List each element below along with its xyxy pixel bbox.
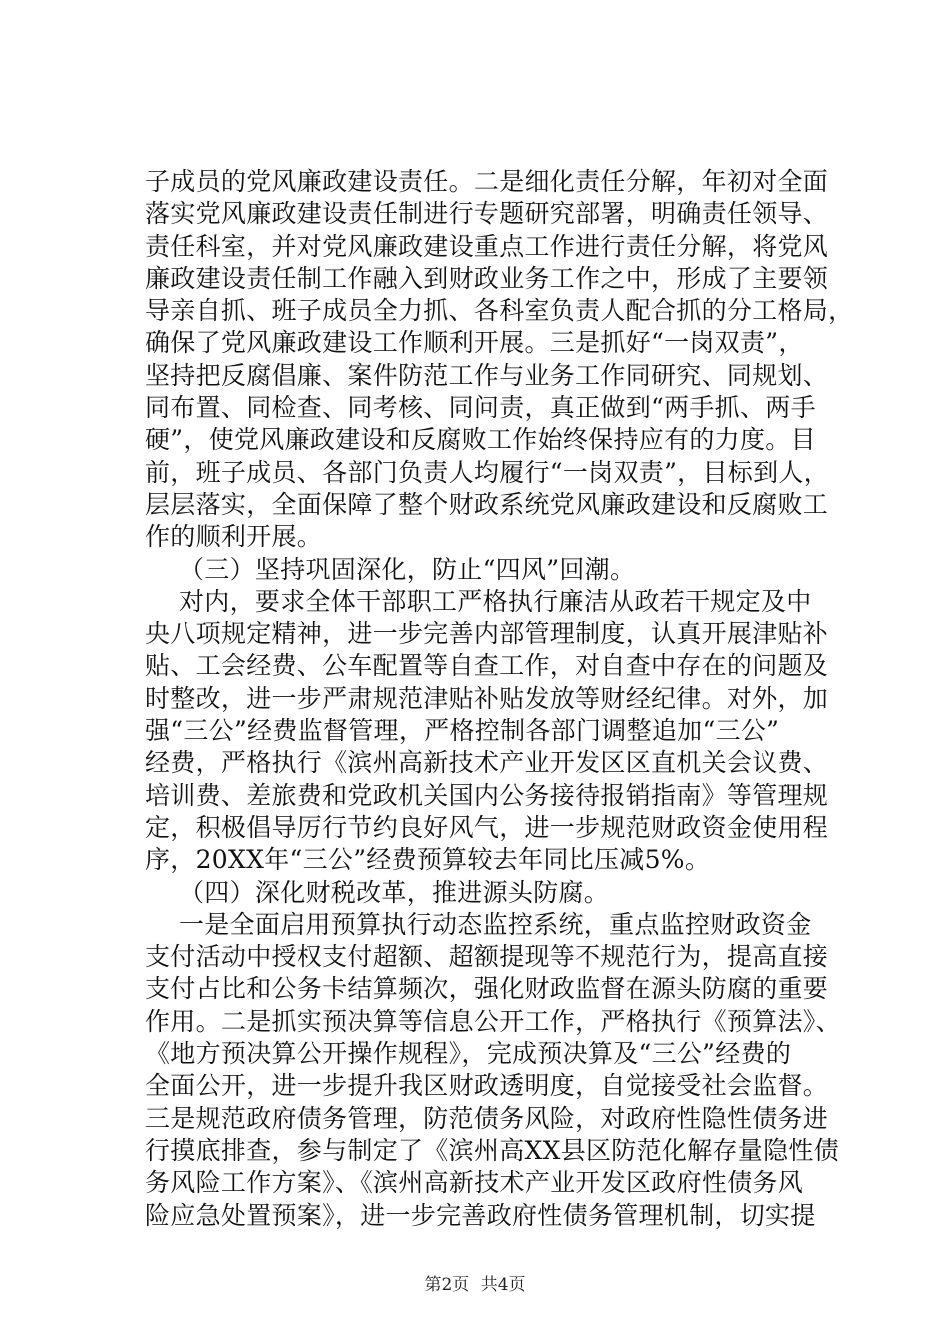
text-line: 子成员的党风廉政建设责任。二是细化责任分解，年初对全面	[145, 167, 829, 196]
page-number: 第2页	[424, 1275, 470, 1295]
text-line: 序，20XX年“三公”经费预算较去年同比压减5%。	[145, 845, 711, 875]
text-line: 作的顺利开展。	[145, 522, 323, 552]
text-line: 确保了党风廉政建设工作顺利开展。三是抓好“一岗双责”，	[145, 328, 804, 358]
text-line: 支付活动中授权支付超额、超额提现等不规范行为，提高直接	[145, 942, 829, 972]
text-line: 落实党风廉政建设责任制进行专题研究部署，明确责任领导、	[145, 199, 829, 229]
text-line: 廉政建设责任制工作融入到财政业务工作之中，形成了主要领	[145, 263, 829, 293]
text-line: 前，班子成员、各部门负责人均履行“一岗双责”，目标到人，	[145, 457, 829, 487]
text-line: 一是全面启用预算执行动态监控系统，重点监控财政资金	[179, 909, 812, 939]
text-line: 时整改，进一步严肃规范津贴补贴发放等财经纪律。对外，加	[145, 683, 829, 713]
text-line: 经费，严格执行《滨州高新技术产业开发区区直机关会议费、	[145, 748, 829, 778]
text-line: 务风险工作方案》、《滨州高新技术产业开发区政府性债务风	[145, 1168, 804, 1198]
text-line: 定，积极倡导厉行节约良好风气，进一步规范财政资金使用程	[145, 812, 829, 842]
page-total: 共4页	[480, 1275, 526, 1295]
text-line: 导亲自抓、班子成员全力抓、各科室负责人配合抓的分工格局，	[145, 296, 854, 326]
text-line: （四）深化财税改革，推进源头防腐。	[179, 877, 610, 907]
text-line: 支付占比和公务卡结算频次，强化财政监督在源头防腐的重要	[145, 974, 829, 1004]
text-line: 贴、工会经费、公车配置等自查工作，对自查中存在的问题及	[145, 651, 829, 681]
text-line: 险应急处置预案》，进一步完善政府性债务管理机制，切实提	[145, 1200, 816, 1230]
text-line: 强“三公”经费监督管理，严格控制各部门调整追加“三公”	[145, 716, 780, 746]
text-line: 央八项规定精神，进一步完善内部管理制度，认真开展津贴补	[145, 619, 829, 649]
text-line: 对内，要求全体干部职工严格执行廉洁从政若干规定及中	[179, 586, 812, 616]
text-line: （三）坚持巩固深化，防止“四风”回潮。	[179, 554, 636, 584]
text-line: 作用。二是抓实预决算等信息公开工作，严格执行《预算法》、	[145, 1006, 841, 1036]
text-line: 行摸底排查，参与制定了《滨州高XX县区防范化解存量隐性债	[145, 1135, 839, 1165]
text-line: 三是规范政府债务管理，防范债务风险，对政府性隐性债务进	[145, 1103, 829, 1133]
text-line: 培训费、差旅费和党政机关国内公务接待报销指南》等管理规	[145, 780, 829, 810]
document-body	[145, 166, 854, 1232]
text-line: 责任科室，并对党风廉政建设重点工作进行责任分解，将党风	[145, 231, 829, 261]
text-line: 同布置、同检查、同考核、同问责，真正做到“两手抓、两手	[145, 393, 816, 423]
text-line: 坚持把反腐倡廉、案件防范工作与业务工作同研究、同规划、	[145, 360, 829, 390]
text-line: 硬”，使党风廉政建设和反腐败工作始终保持应有的力度。目	[145, 425, 816, 455]
text-line: 全面公开，进一步提升我区财政透明度，自觉接受社会监督。	[145, 1071, 829, 1101]
text-line: 《地方预决算公开操作规程》，完成预决算及“三公”经费的	[145, 1039, 792, 1069]
page-footer	[0, 1274, 950, 1296]
text-line: 层层落实，全面保障了整个财政系统党风廉政建设和反腐败工	[145, 489, 829, 519]
